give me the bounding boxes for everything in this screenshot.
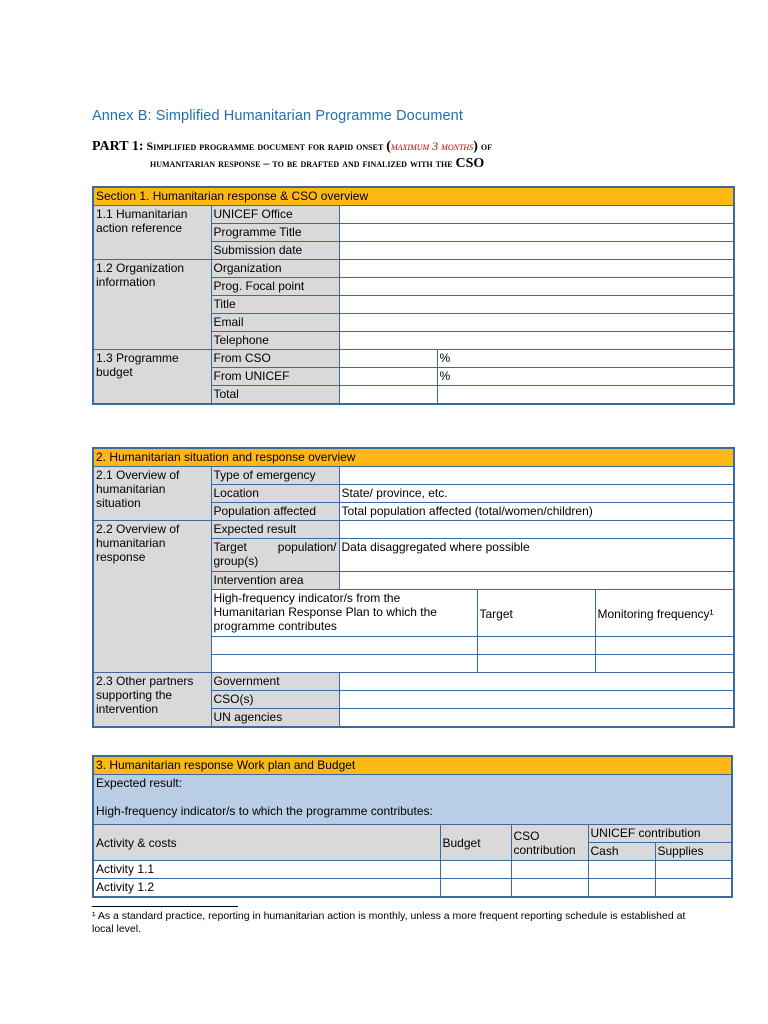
field-from-cso-label: From CSO	[211, 350, 339, 368]
section2-group2-label: 2.2 Overview of humanitarian response	[93, 521, 211, 673]
section3-header: 3. Humanitarian response Work plan and Budget	[93, 756, 732, 775]
field-submission-date-value[interactable]	[339, 242, 734, 260]
field-target-population-value[interactable]: Data disaggregated where possible	[339, 539, 734, 572]
field-total-label: Total	[211, 386, 339, 405]
field-unicef-office-label: UNICEF Office	[211, 206, 339, 224]
annex-title: Annex B: Simplified Humanitarian Programme Document	[92, 108, 463, 124]
field-unicef-office-value[interactable]	[339, 206, 734, 224]
close-paren: )	[473, 139, 478, 154]
activity-supplies-cell[interactable]	[655, 879, 732, 898]
field-intervention-area-label: Intervention area	[211, 572, 339, 590]
section2-header: 2. Humanitarian situation and response overview	[93, 448, 734, 467]
open-paren: (	[386, 139, 391, 154]
field-telephone-value[interactable]	[339, 332, 734, 350]
field-total-percent[interactable]	[437, 386, 734, 405]
section1-group3-label: 1.3 Programme budget	[93, 350, 211, 405]
activity-budget-cell[interactable]	[440, 861, 511, 879]
section1-header: Section 1. Humanitarian response & CSO overview	[93, 187, 734, 206]
section2-table	[92, 447, 735, 728]
activity-budget-cell[interactable]	[440, 879, 511, 898]
field-target-population-label: Target population/ group(s)	[211, 539, 339, 572]
field-from-cso-percent[interactable]: %	[437, 350, 734, 368]
col-activity-costs: Activity & costs	[93, 825, 440, 861]
field-submission-date-label: Submission date	[211, 242, 339, 260]
section3-expected-block	[93, 775, 732, 825]
field-from-cso-amount[interactable]	[339, 350, 437, 368]
target-cell[interactable]	[477, 655, 595, 673]
field-emergency-type-value[interactable]	[339, 467, 734, 485]
monitoring-frequency-header: Monitoring frequency¹	[595, 590, 734, 637]
field-focal-point-label: Prog. Focal point	[211, 278, 339, 296]
section3-table	[92, 755, 733, 898]
activity-cso-cell[interactable]	[511, 879, 588, 898]
activity-row-label: Activity 1.1	[93, 861, 440, 879]
field-organization-value[interactable]	[339, 260, 734, 278]
monitoring-cell[interactable]	[595, 655, 734, 673]
indicator-header: High-frequency indicator/s from the Humanitarian Response Plan to which the programme contributes	[211, 590, 477, 637]
part-line1-a: Simplified programme document for rapid onset	[146, 139, 384, 153]
target-cell[interactable]	[477, 637, 595, 655]
section1-group2-label: 1.2 Organization information	[93, 260, 211, 350]
col-unicef-contribution: UNICEF contribution	[588, 825, 732, 843]
field-government-label: Government	[211, 673, 339, 691]
part-line1-b: of	[480, 139, 492, 153]
field-organization-label: Organization	[211, 260, 339, 278]
footnote: ¹ As a standard practice, reporting in humanitarian action is monthly, unless a more frequent reporting schedule is established at local level.	[92, 910, 686, 935]
field-title-value[interactable]	[339, 296, 734, 314]
field-un-agencies-label: UN agencies	[211, 709, 339, 728]
section1-group1-label: 1.1 Humanitarian action reference	[93, 206, 211, 260]
part-heading	[92, 138, 692, 172]
section3-indicators: High-frequency indicator/s to which the programme contributes:	[96, 804, 433, 818]
field-government-value[interactable]	[339, 673, 734, 691]
activity-row-label: Activity 1.2	[93, 879, 440, 898]
field-csos-value[interactable]	[339, 691, 734, 709]
field-programme-title-value[interactable]	[339, 224, 734, 242]
section1-table	[92, 186, 735, 405]
field-expected-result-value[interactable]	[339, 521, 734, 539]
part-line2: humanitarian response – to be drafted and finalized with the	[150, 156, 453, 170]
col-cash: Cash	[588, 843, 655, 861]
field-from-unicef-label: From UNICEF	[211, 368, 339, 386]
field-expected-result-label: Expected result	[211, 521, 339, 539]
field-population-label: Population affected	[211, 503, 339, 521]
activity-supplies-cell[interactable]	[655, 861, 732, 879]
field-email-label: Email	[211, 314, 339, 332]
field-title-label: Title	[211, 296, 339, 314]
activity-cash-cell[interactable]	[588, 879, 655, 898]
part-line1-red: maximum 3 months	[390, 139, 474, 153]
activity-cash-cell[interactable]	[588, 861, 655, 879]
part-label: PART 1:	[92, 139, 144, 154]
field-un-agencies-value[interactable]	[339, 709, 734, 728]
indicator-cell[interactable]	[211, 637, 477, 655]
indicator-cell[interactable]	[211, 655, 477, 673]
monitoring-cell[interactable]	[595, 637, 734, 655]
field-email-value[interactable]	[339, 314, 734, 332]
field-emergency-type-label: Type of emergency	[211, 467, 339, 485]
field-population-value[interactable]: Total population affected (total/women/children)	[339, 503, 734, 521]
field-location-label: Location	[211, 485, 339, 503]
field-from-unicef-percent[interactable]: %	[437, 368, 734, 386]
field-intervention-area-value[interactable]	[339, 572, 734, 590]
section3-expected-result: Expected result:	[96, 776, 183, 790]
field-focal-point-value[interactable]	[339, 278, 734, 296]
col-supplies: Supplies	[655, 843, 732, 861]
field-total-amount[interactable]	[339, 386, 437, 405]
part-line2-cso: CSO	[455, 156, 485, 171]
field-telephone-label: Telephone	[211, 332, 339, 350]
target-header: Target	[477, 590, 595, 637]
col-cso-contribution: CSO contribution	[511, 825, 588, 861]
field-location-value[interactable]: State/ province, etc.	[339, 485, 734, 503]
col-budget: Budget	[440, 825, 511, 861]
field-csos-label: CSO(s)	[211, 691, 339, 709]
activity-cso-cell[interactable]	[511, 861, 588, 879]
footnote-separator	[92, 906, 238, 907]
field-programme-title-label: Programme Title	[211, 224, 339, 242]
section2-group1-label: 2.1 Overview of humanitarian situation	[93, 467, 211, 521]
field-from-unicef-amount[interactable]	[339, 368, 437, 386]
section2-group3-label: 2.3 Other partners supporting the intervention	[93, 673, 211, 728]
